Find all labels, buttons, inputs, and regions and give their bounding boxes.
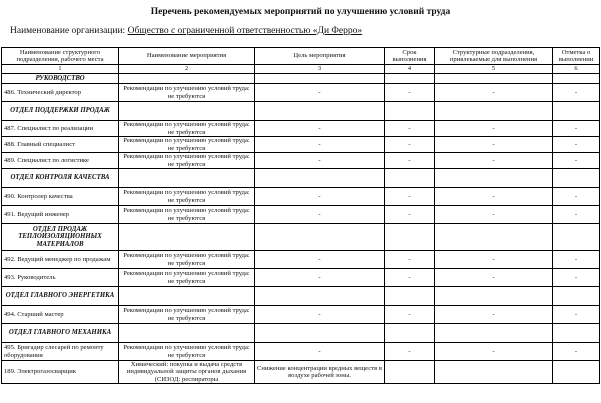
mark-cell: - [553, 137, 600, 153]
header-departments: Структурные подразделения, привлекаемые для выполнения [435, 48, 553, 65]
measure-cell: Рекомендации по улучшению условий труда: не требуются [119, 269, 255, 287]
empty-cell [553, 169, 600, 188]
column-number: 6 [553, 65, 600, 74]
workplace-cell: 489. Специалист по логистике [2, 153, 119, 169]
mark-cell: - [553, 121, 600, 137]
goal-cell: - [255, 137, 385, 153]
workplace-cell: 493. Руководитель [2, 269, 119, 287]
goal-cell: - [255, 206, 385, 224]
empty-cell [119, 169, 255, 188]
term-cell: - [385, 153, 435, 169]
empty-cell [385, 287, 435, 306]
departments-cell [435, 361, 553, 384]
document-title: Перечень рекомендуемых мероприятий по улучшению условий труда [150, 7, 451, 17]
mark-cell: - [553, 269, 600, 287]
goal-cell: - [255, 306, 385, 324]
mark-cell: - [553, 343, 600, 361]
table-row [2, 153, 600, 169]
empty-cell [385, 102, 435, 121]
measure-cell: Рекомендации по улучшению условий труда: не требуются [119, 121, 255, 137]
empty-cell [255, 287, 385, 306]
column-number: 2 [119, 65, 255, 74]
header-mark: Отметка о выполнении [553, 48, 600, 65]
empty-cell [553, 102, 600, 121]
mark-cell: - [553, 251, 600, 269]
workplace-cell: 494. Старший мастер [2, 306, 119, 324]
organization-label: Наименование организации: [10, 26, 126, 36]
measure-cell: Рекомендации по улучшению условий труда: не требуются [119, 188, 255, 206]
section-row [2, 102, 600, 121]
workplace-cell: 495. Бригадир слесарей по ремонту оборудования [2, 343, 119, 361]
empty-cell [385, 74, 435, 84]
empty-cell [385, 324, 435, 343]
table-row [2, 251, 600, 269]
column-number-row [2, 65, 600, 74]
goal-cell: - [255, 153, 385, 169]
workplace-cell: 491. Ведущий инженер [2, 206, 119, 224]
organization-name: Общество с ограниченной ответственностью «Ди Ферро» [127, 26, 363, 36]
empty-cell [553, 74, 600, 84]
header-goal: Цель мероприятия [255, 48, 385, 65]
departments-cell: - [435, 153, 553, 169]
workplace-cell: 490. Контролер качества [2, 188, 119, 206]
term-cell: - [385, 121, 435, 137]
empty-cell [385, 169, 435, 188]
departments-cell: - [435, 343, 553, 361]
empty-cell [119, 102, 255, 121]
workplace-cell: 487. Специалист по реализации [2, 121, 119, 137]
workplace-cell: 189. Электрогазосварщик [2, 361, 119, 384]
column-number: 4 [385, 65, 435, 74]
empty-cell [119, 324, 255, 343]
section-row [2, 169, 600, 188]
term-cell: - [385, 269, 435, 287]
section-title: ОТДЕЛ ГЛАВНОГО ЭНЕРГЕТИКА [2, 287, 119, 306]
workplace-cell: 492. Ведущий менеджер по продажам [2, 251, 119, 269]
table-row [2, 188, 600, 206]
mark-cell [553, 361, 600, 384]
departments-cell: - [435, 137, 553, 153]
empty-cell [435, 287, 553, 306]
header-measure: Наименование мероприятия [119, 48, 255, 65]
empty-cell [119, 74, 255, 84]
empty-cell [435, 324, 553, 343]
departments-cell: - [435, 306, 553, 324]
departments-cell: - [435, 206, 553, 224]
empty-cell [119, 224, 255, 251]
workplace-cell: 486. Технический директор [2, 84, 119, 102]
mark-cell: - [553, 306, 600, 324]
mark-cell: - [553, 188, 600, 206]
workplace-cell: 488. Главный специалист [2, 137, 119, 153]
measure-cell: Рекомендации по улучшению условий труда: не требуются [119, 84, 255, 102]
empty-cell [255, 169, 385, 188]
term-cell: - [385, 206, 435, 224]
term-cell: - [385, 137, 435, 153]
goal-cell: - [255, 121, 385, 137]
organization-line [10, 26, 362, 36]
header-unit: Наименование структурного подразделения, рабочего места [2, 48, 119, 65]
goal-cell: - [255, 84, 385, 102]
section-row [2, 287, 600, 306]
term-cell: - [385, 84, 435, 102]
mark-cell: - [553, 206, 600, 224]
table-row [2, 361, 600, 384]
column-number: 3 [255, 65, 385, 74]
empty-cell [435, 169, 553, 188]
section-title: ОТДЕЛ ПОДДЕРЖКИ ПРОДАЖ [2, 102, 119, 121]
section-row [2, 224, 600, 251]
table-row [2, 84, 600, 102]
goal-cell: Снижение концентрации вредных веществ в воздухе рабочей зоны. [255, 361, 385, 384]
measure-cell: Рекомендации по улучшению условий труда: не требуются [119, 306, 255, 324]
header-term: Срок выполнения [385, 48, 435, 65]
empty-cell [553, 224, 600, 251]
measure-cell: Рекомендации по улучшению условий труда: не требуются [119, 153, 255, 169]
departments-cell: - [435, 84, 553, 102]
column-number: 1 [2, 65, 119, 74]
goal-cell: - [255, 343, 385, 361]
empty-cell [553, 324, 600, 343]
empty-cell [435, 102, 553, 121]
goal-cell: - [255, 251, 385, 269]
term-cell: - [385, 188, 435, 206]
empty-cell [255, 224, 385, 251]
table-row [2, 121, 600, 137]
goal-cell: - [255, 188, 385, 206]
empty-cell [119, 287, 255, 306]
table-row [2, 306, 600, 324]
measure-cell: Рекомендации по улучшению условий труда: не требуются [119, 251, 255, 269]
column-number: 5 [435, 65, 553, 74]
mark-cell: - [553, 84, 600, 102]
departments-cell: - [435, 251, 553, 269]
term-cell: - [385, 251, 435, 269]
departments-cell: - [435, 188, 553, 206]
measure-cell: Химический: покупка и выдача средств индивидуальной защиты органов дыхания (СИЗОД: респираторы [119, 361, 255, 384]
section-title: РУКОВОДСТВО [2, 74, 119, 84]
goal-cell: - [255, 269, 385, 287]
term-cell [385, 361, 435, 384]
term-cell: - [385, 343, 435, 361]
measure-cell: Рекомендации по улучшению условий труда: не требуются [119, 343, 255, 361]
departments-cell: - [435, 121, 553, 137]
empty-cell [553, 287, 600, 306]
empty-cell [255, 74, 385, 84]
table-row [2, 269, 600, 287]
section-title: ОТДЕЛ ГЛАВНОГО МЕХАНИКА [2, 324, 119, 343]
empty-cell [435, 224, 553, 251]
measure-cell: Рекомендации по улучшению условий труда: не требуются [119, 206, 255, 224]
table-row [2, 206, 600, 224]
mark-cell: - [553, 153, 600, 169]
section-row [2, 74, 600, 84]
empty-cell [255, 102, 385, 121]
section-title: ОТДЕЛ КОНТРОЛЯ КАЧЕСТВА [2, 169, 119, 188]
empty-cell [435, 74, 553, 84]
header-row [2, 48, 600, 65]
term-cell: - [385, 306, 435, 324]
measures-table [1, 47, 600, 384]
section-row [2, 324, 600, 343]
empty-cell [255, 324, 385, 343]
measure-cell: Рекомендации по улучшению условий труда: не требуются [119, 137, 255, 153]
table-row [2, 343, 600, 361]
section-title: ОТДЕЛ ПРОДАЖ ТЕПЛОИЗОЛЯЦИОННЫХ МАТЕРИАЛОВ [2, 224, 119, 251]
table-row [2, 137, 600, 153]
empty-cell [385, 224, 435, 251]
departments-cell: - [435, 269, 553, 287]
